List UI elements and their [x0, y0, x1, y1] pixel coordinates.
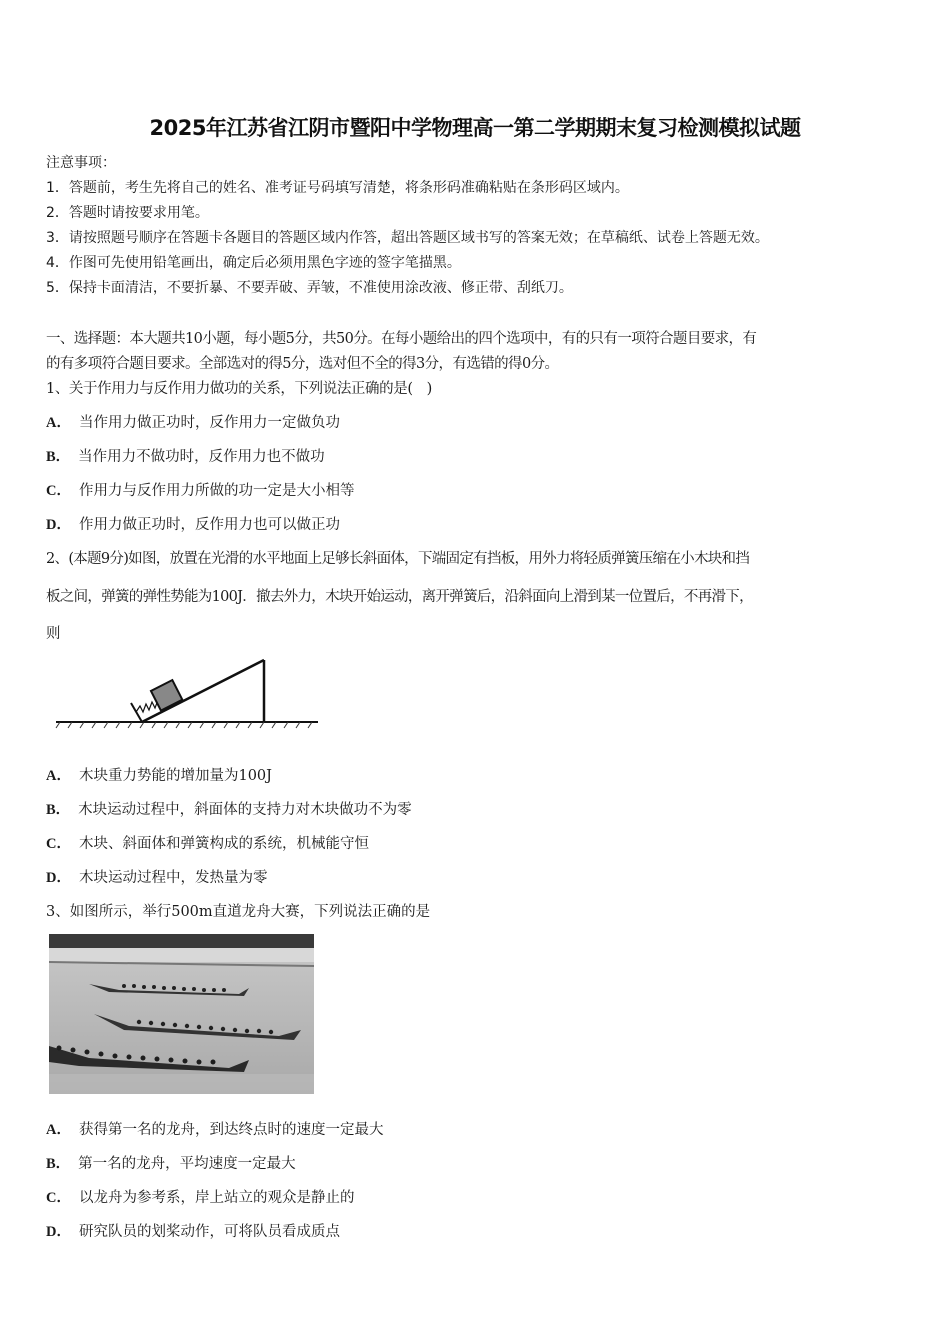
option-letter: C．: [46, 1190, 71, 1206]
option-a: [46, 764, 272, 785]
option-text: 获得第一名的龙舟，到达终点时的速度一定最大: [78, 1122, 384, 1138]
notice-item: 4．作图可先使用铅笔画出，确定后必须用黑色字迹的签字笔描黑。: [46, 255, 461, 271]
option-b: [46, 798, 412, 819]
option-c: [46, 1186, 354, 1207]
option-c: [46, 832, 369, 853]
option-text: 木块重力势能的增加量为100J: [78, 768, 272, 784]
option-letter: C．: [46, 836, 71, 852]
option-c: [46, 479, 354, 500]
option-a: [46, 411, 340, 432]
question-stem: 3、如图所示，举行500m直道龙舟大赛，下列说法正确的是: [46, 904, 431, 920]
notice-item: 3．请按照题号顺序在答题卡各题目的答题区域内作答，超出答题区域书写的答案无效；在草稿纸、试卷上答题无效。: [46, 230, 769, 246]
notice-heading: 注意事项：: [46, 155, 116, 171]
question-stem: 1、关于作用力与反作用力做功的关系，下列说法正确的是( ): [46, 381, 432, 397]
option-text: 当作用力做正功时，反作用力一定做负功: [78, 415, 340, 431]
question-stem: 2、(本题9分)如图，放置在光滑的水平地面上足够长斜面体，下端固定有挡板，用外力将轻质弹簧压缩在小木块和挡: [46, 551, 750, 567]
option-b: [46, 445, 325, 466]
notice-item: 1．答题前，考生先将自己的姓名、准考证号码填写清楚，将条形码准确粘贴在条形码区域内。: [46, 180, 629, 196]
option-text: 第一名的龙舟，平均速度一定最大: [78, 1156, 296, 1172]
option-letter: D．: [46, 517, 71, 533]
section-intro-line: 一、选择题：本大题共10小题，每小题5分，共50分。在每小题给出的四个选项中，有的只有一项符合题目要求，有: [46, 331, 757, 347]
notice-item: 2．答题时请按要求用笔。: [46, 205, 209, 221]
option-letter: B．: [46, 802, 71, 818]
option-letter: A．: [46, 1122, 71, 1138]
option-text: 作用力做正功时，反作用力也可以做正功: [78, 517, 340, 533]
option-text: 以龙舟为参考系，岸上站立的观众是静止的: [78, 1190, 355, 1206]
option-letter: D．: [46, 870, 71, 886]
option-d: [46, 1220, 340, 1241]
incline-spring-block-diagram: [46, 650, 321, 735]
option-b: [46, 1152, 296, 1173]
option-letter: D．: [46, 1224, 71, 1240]
option-text: 当作用力不做功时，反作用力也不做功: [78, 449, 325, 465]
option-a: [46, 1118, 383, 1139]
option-text: 木块、斜面体和弹簧构成的系统，机械能守恒: [78, 836, 369, 852]
option-text: 作用力与反作用力所做的功一定是大小相等: [78, 483, 355, 499]
option-d: [46, 866, 267, 887]
option-letter: A．: [46, 415, 71, 431]
option-d: [46, 513, 340, 534]
option-text: 木块运动过程中，发热量为零: [78, 870, 268, 886]
question-stem: 板之间，弹簧的弹性势能为100J．撤去外力，木块开始运动，离开弹簧后，沿斜面向上滑到某一位置后，不再滑下，: [46, 589, 753, 605]
document-title: 2025年江苏省江阴市暨阳中学物理高一第二学期期末复习检测模拟试题: [149, 116, 801, 140]
option-letter: A．: [46, 768, 71, 784]
option-letter: B．: [46, 449, 71, 465]
question-stem: 则: [46, 626, 61, 642]
section-intro-line: 的有多项符合题目要求。全部选对的得5分，选对但不全的得3分，有选错的得0分。: [46, 356, 559, 372]
option-text: 木块运动过程中，斜面体的支持力对木块做功不为零: [78, 802, 412, 818]
option-text: 研究队员的划桨动作，可将队员看成质点: [78, 1224, 340, 1240]
option-letter: B．: [46, 1156, 71, 1172]
notice-item: 5．保持卡面清洁，不要折暴、不要弄破、弄皱，不准使用涂改液、修正带、刮纸刀。: [46, 280, 573, 296]
option-letter: C．: [46, 483, 71, 499]
dragon-boat-race-photo: [49, 934, 314, 1094]
